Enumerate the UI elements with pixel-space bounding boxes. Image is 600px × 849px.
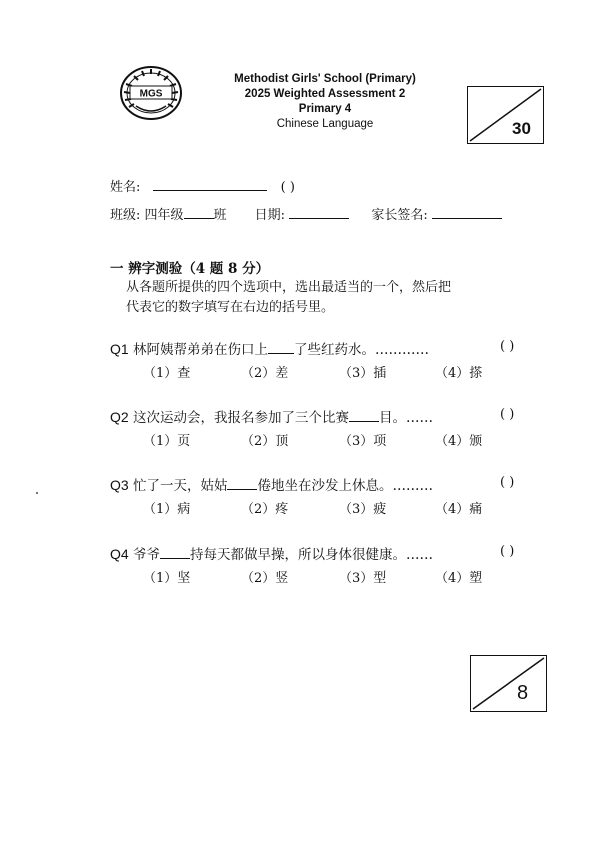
option: （4）搽 xyxy=(435,366,483,381)
question-text-before: 林阿姨帮弟弟在伤口上 xyxy=(132,342,268,358)
question-text-before: 爷爷 xyxy=(132,547,160,563)
answer-paren-4[interactable]: ( ) xyxy=(500,544,515,559)
option: （4）痛 xyxy=(435,502,483,517)
subject: Chinese Language xyxy=(276,118,374,130)
section-instruction xyxy=(126,278,451,318)
section-score-box xyxy=(470,655,547,712)
parent-signature-blank[interactable] xyxy=(432,217,502,219)
school-name: Methodist Girls' School (Primary) xyxy=(234,73,416,85)
assessment-header xyxy=(200,72,450,132)
option: （1）坚 xyxy=(143,571,191,586)
option: （2）竖 xyxy=(241,571,289,586)
option: （4）塑 xyxy=(435,571,483,586)
option: （1）病 xyxy=(143,502,191,517)
date-label: 日期: xyxy=(254,208,286,223)
school-logo xyxy=(116,64,186,122)
score-slash-icon xyxy=(471,656,546,711)
options-4 xyxy=(143,567,482,586)
level: Primary 4 xyxy=(298,103,352,115)
option: （4）颁 xyxy=(435,434,483,449)
option: （1）查 xyxy=(143,366,191,381)
question-number: Q4 xyxy=(110,546,129,562)
name-blank[interactable] xyxy=(153,189,267,191)
question-blank[interactable] xyxy=(268,352,294,354)
logo-letters: MGS xyxy=(139,88,163,100)
question-dots: ………… xyxy=(374,342,429,358)
option: （2）顶 xyxy=(241,434,289,449)
question-2 xyxy=(110,406,433,426)
section-title: 一 辨字测验（4 题 8 分） xyxy=(110,261,270,277)
answer-paren-1[interactable]: ( ) xyxy=(500,339,515,354)
class-suffix: 班 xyxy=(213,208,227,223)
question-text-after: 持每天都做早操，所以身体很健康。 xyxy=(189,547,406,563)
question-text-after: 了些红药水。 xyxy=(293,342,375,358)
question-number: Q1 xyxy=(110,341,129,357)
section-score: 8 xyxy=(517,682,529,704)
question-3 xyxy=(110,474,433,494)
option: （2）疼 xyxy=(241,502,289,517)
question-text-after: 目。 xyxy=(378,410,406,426)
option: （3）型 xyxy=(339,571,387,586)
name-row xyxy=(110,176,295,195)
score-slash-icon xyxy=(468,87,543,143)
question-blank[interactable] xyxy=(349,420,379,422)
assessment-name: 2025 Weighted Assessment 2 xyxy=(244,88,406,100)
answer-paren-2[interactable]: ( ) xyxy=(500,407,515,422)
instruction-line-2: 代表它的数字填写在右边的括号里。 xyxy=(126,300,335,315)
scan-speck xyxy=(36,492,38,494)
option: （3）插 xyxy=(339,366,387,381)
question-dots: …… xyxy=(405,410,433,426)
class-row xyxy=(110,204,502,223)
question-text-before: 忙了一天，姑姑 xyxy=(132,478,228,494)
question-1 xyxy=(110,338,429,358)
class-blank[interactable] xyxy=(184,217,214,219)
option: （2）差 xyxy=(241,366,289,381)
instruction-line-1: 从各题所提供的四个选项中，选出最适当的一个，然后把 xyxy=(126,280,452,295)
option: （3）项 xyxy=(339,434,387,449)
question-blank[interactable] xyxy=(227,488,257,490)
total-score: 30 xyxy=(512,119,531,138)
question-number: Q2 xyxy=(110,409,129,425)
question-text-after: 倦地坐在沙发上休息。 xyxy=(257,478,393,494)
question-dots: ……… xyxy=(392,478,433,494)
options-2 xyxy=(143,430,482,449)
class-label: 班级: 四年级 xyxy=(110,208,184,223)
date-blank[interactable] xyxy=(289,217,349,219)
question-4 xyxy=(110,543,433,563)
parent-signature-label: 家长签名: xyxy=(371,208,428,223)
question-number: Q3 xyxy=(110,477,129,493)
options-1 xyxy=(143,362,482,381)
index-paren: ( ) xyxy=(280,180,295,195)
option: （3）疲 xyxy=(339,502,387,517)
total-score-box xyxy=(467,86,544,144)
name-label: 姓名: xyxy=(110,180,141,195)
question-blank[interactable] xyxy=(160,557,190,559)
options-3 xyxy=(143,498,482,517)
answer-paren-3[interactable]: ( ) xyxy=(500,475,515,490)
question-text-before: 这次运动会，我报名参加了三个比赛 xyxy=(132,410,349,426)
option: （1）页 xyxy=(143,434,191,449)
question-dots: …… xyxy=(405,547,433,563)
